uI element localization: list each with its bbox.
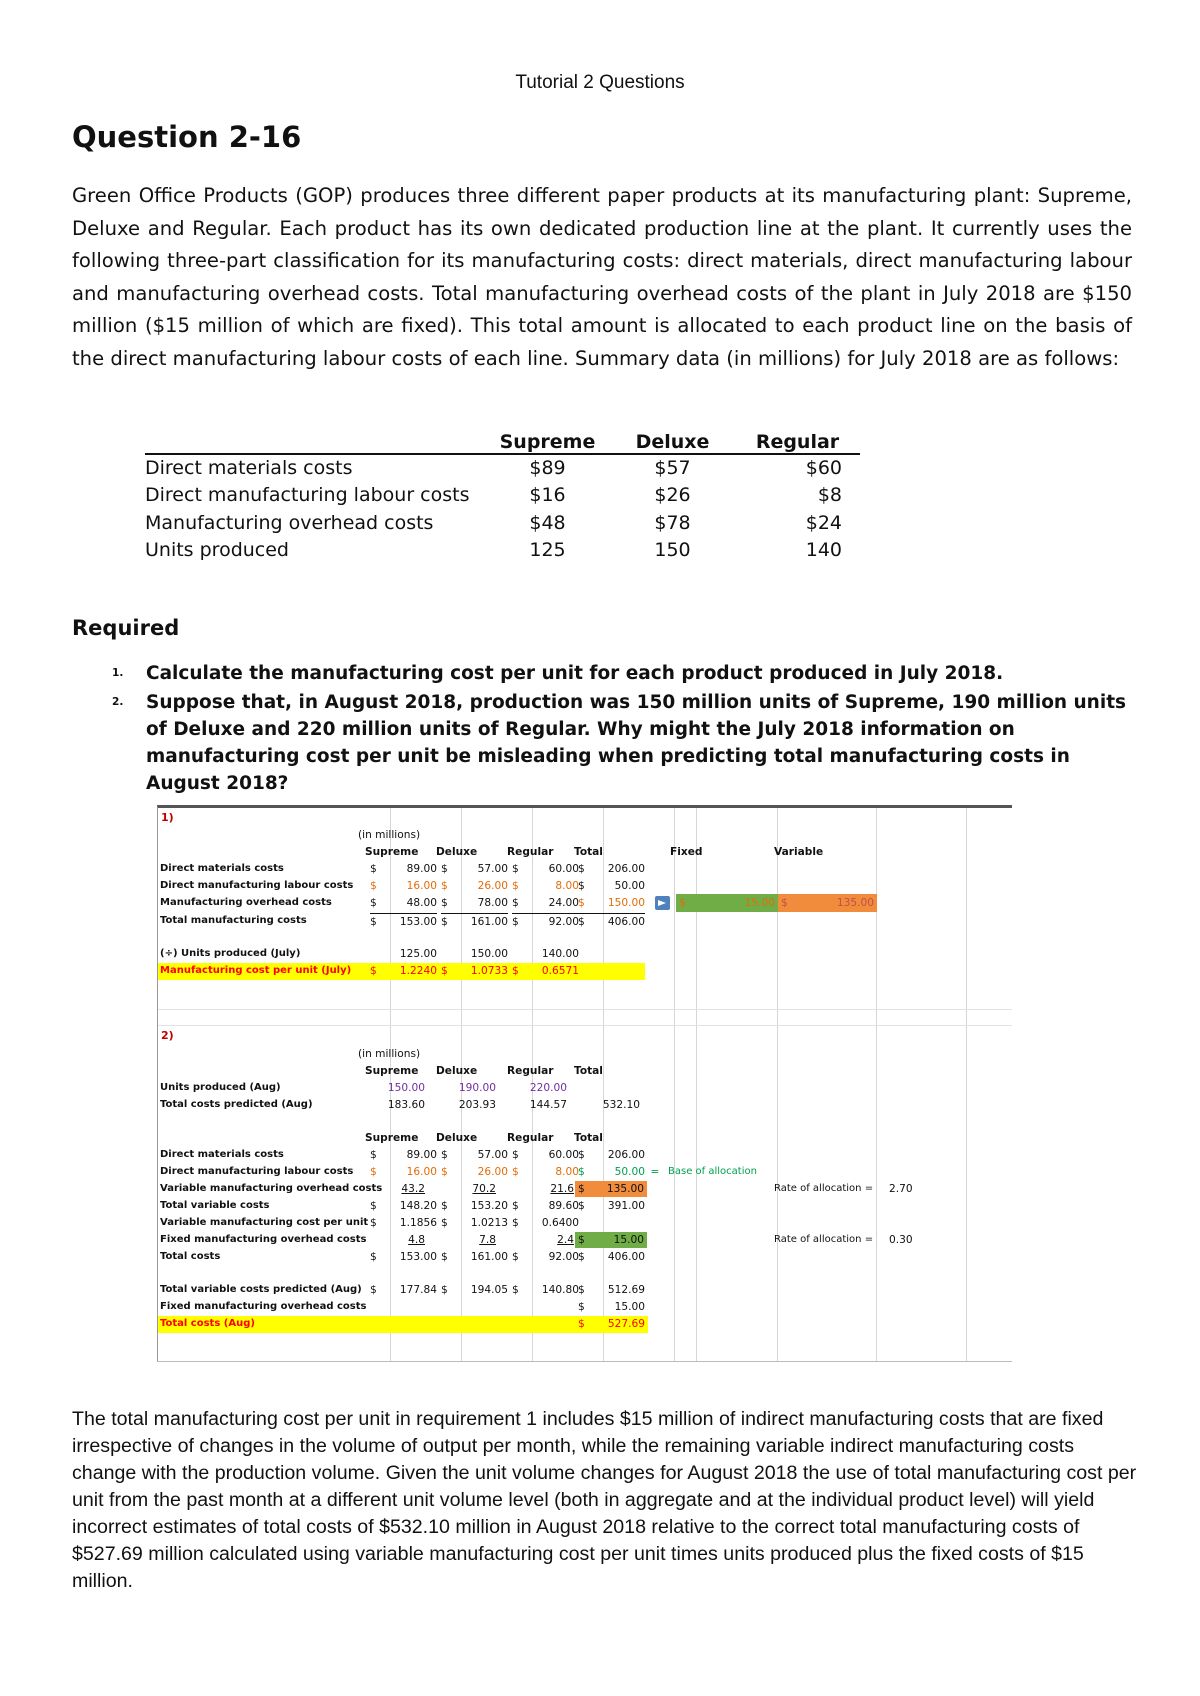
money-cell [512,895,579,911]
question-title: Question 2-16 [72,120,302,154]
arrow-right-icon [655,896,670,910]
dollar-sign: $ [578,1301,585,1313]
dollar-sign: $ [441,880,448,892]
summary-header-row [145,426,860,454]
summary-cell: $24 [805,511,842,534]
money-cell [370,895,437,911]
cell-value: 220.00 [529,1082,567,1094]
dollar-sign: $ [578,1251,585,1263]
units-note: (in millions) [358,1048,421,1060]
col-header-deluxe: Deluxe [436,846,478,858]
dollar-sign: $ [512,1166,519,1178]
dollar-sign: $ [578,897,585,909]
dollar-sign: $ [512,1149,519,1161]
cell-value: 60.00 [548,863,579,875]
cell-value: 406.00 [607,916,645,928]
row-label: Fixed manufacturing overhead costs [160,1301,367,1312]
money-cell [370,963,437,979]
money-cell [370,861,437,877]
cell-value: 24.00 [548,897,579,909]
money-cell [441,1164,508,1180]
cell-value: 527.69 [607,1318,645,1330]
dollar-sign: $ [370,1200,377,1212]
row-label: Total manufacturing costs [160,915,307,926]
dollar-sign: $ [441,863,448,875]
row-label: Total variable costs [160,1200,270,1211]
cell-value: 16.00 [406,880,437,892]
cell-value: 50.00 [614,880,645,892]
cell-value: 60.00 [548,1149,579,1161]
cell-value: 512.69 [607,1284,645,1296]
grid-line [966,808,967,1361]
summary-cell: $26 [654,484,691,507]
equals-sign: = [650,1166,660,1178]
dollar-sign: $ [370,1166,377,1178]
units-note: (in millions) [358,829,421,841]
cell-value: 4.8 [408,1234,425,1246]
cell-value: 26.00 [477,1166,508,1178]
dollar-sign: $ [578,1183,585,1195]
dollar-sign: $ [512,863,519,875]
summary-label: Direct manufacturing labour costs [145,484,470,507]
dollar-sign: $ [441,1166,448,1178]
grid-line [158,1025,1012,1026]
row-label: (÷) Units produced (July) [160,948,301,959]
required-item-text: Calculate the manufacturing cost per unit for each product produced in July 2018. [146,663,1004,684]
dollar-sign: $ [512,965,519,977]
cell-value: 135.00 [836,897,874,909]
money-cell [370,1164,437,1180]
summary-cell: 140 [805,539,842,562]
money-cell [441,1282,508,1298]
cell-value: 190.00 [458,1082,496,1094]
cell-value: 8.00 [555,880,579,892]
col-header-variable: Variable [774,846,824,858]
summary-header-deluxe: Deluxe [610,426,735,454]
money-cell [370,1249,437,1265]
money-cell [512,963,579,979]
required-list [72,660,1134,799]
row-label: Manufacturing cost per unit (July) [160,965,352,976]
money-cell [512,913,579,929]
dollar-sign: $ [370,897,377,909]
cell-value: 21.6 [550,1183,574,1195]
summary-cell: $16 [529,484,566,507]
cell-value: 78.00 [477,897,508,909]
summary-header-regular: Regular [735,426,860,454]
cell-value: 15.00 [744,897,775,909]
cell-value: 92.00 [548,1251,579,1263]
cell-value: 153.20 [470,1200,508,1212]
summary-cell: $78 [654,511,691,534]
cell-value: 135.00 [606,1183,644,1195]
cell-value: 92.00 [548,916,579,928]
dollar-sign: $ [512,1284,519,1296]
dollar-sign: $ [441,897,448,909]
money-cell [370,878,437,894]
col-header-deluxe: Deluxe [436,1065,478,1077]
money-cell [441,895,508,911]
dollar-sign: $ [441,1149,448,1161]
col-header-deluxe: Deluxe [436,1132,478,1144]
dollar-sign: $ [512,1251,519,1263]
money-cell [512,1164,579,1180]
money-cell [512,1198,579,1214]
money-cell [370,913,437,929]
dollar-sign: $ [370,916,377,928]
summary-row [145,482,860,510]
summary-cell: $57 [654,457,691,480]
dollar-sign: $ [679,897,686,909]
rate-label: Rate of allocation = [774,1234,874,1245]
dollar-sign: $ [578,880,585,892]
row-label: Direct materials costs [160,863,284,874]
money-cell [441,1198,508,1214]
cell-value: 15.00 [614,1301,645,1313]
summary-cell: $60 [805,457,842,480]
dollar-sign: $ [370,863,377,875]
cell-value: 26.00 [477,880,508,892]
cell-value: 194.05 [470,1284,508,1296]
cell-value: 391.00 [607,1200,645,1212]
dollar-sign: $ [441,1200,448,1212]
dollar-sign: $ [578,1284,585,1296]
money-cell [512,1215,579,1231]
cell-value: 89.00 [406,863,437,875]
cell-value: 203.93 [458,1099,496,1111]
money-cell [578,1299,645,1315]
dollar-sign: $ [370,1251,377,1263]
summary-row [145,509,860,537]
cell-value: 89.00 [406,1149,437,1161]
row-label: Total costs (Aug) [160,1318,255,1329]
row-label: Total costs [160,1251,221,1262]
cell-value: 532.10 [602,1099,640,1111]
dollar-sign: $ [578,1149,585,1161]
money-cell [578,861,645,877]
money-cell [512,1249,579,1265]
rate-label: Rate of allocation = [774,1183,874,1194]
summary-label: Units produced [145,539,289,562]
required-item-number: 1. [112,667,124,679]
summary-label: Manufacturing overhead costs [145,511,434,534]
money-cell [578,1147,645,1163]
section-label-2: 2) [161,1029,174,1042]
grid-line [777,808,778,1361]
money-cell [370,1215,437,1231]
money-cell [441,1215,508,1231]
money-cell [441,963,508,979]
money-cell [578,913,645,929]
cell-value: 57.00 [477,863,508,875]
answer-paragraph: The total manufacturing cost per unit in requirement 1 includes $15 million of indirect manufacturing costs that are fixed irrespective of changes in the volume of output per month, while the remaining variable indirect manufacturing costs change with the production volume. Given the unit volume changes for August 2018 the use of total manufacturing cost per unit from the past month at a different unit volume level (both in aggregate and at the individual product level) will yield incorrect estimates of total costs of $532.10 million in August 2018 relative to the correct total manufacturing costs of $527.69 million calculated using variable manufacturing cost per unit times units produced plus the fixed costs of $15 million. [72,1408,1137,1592]
col-header-total: Total [574,1065,603,1077]
dollar-sign: $ [578,1200,585,1212]
cell-value: 153.00 [399,916,437,928]
money-cell [370,1147,437,1163]
money-cell [370,1282,437,1298]
dollar-sign: $ [512,916,519,928]
cell-value: 144.57 [529,1099,567,1111]
cell-value: 1.0733 [470,965,508,977]
row-label: Direct materials costs [160,1149,284,1160]
col-header-supreme: Supreme [365,1065,419,1077]
cell-value: 206.00 [607,863,645,875]
required-item [72,689,1134,797]
grid-line [876,808,877,1361]
cell-value: 50.00 [614,1166,645,1178]
dollar-sign: $ [370,965,377,977]
cell-value: 48.00 [406,897,437,909]
dollar-sign: $ [578,1166,585,1178]
row-label: Direct manufacturing labour costs [160,1166,354,1177]
section-label-1: 1) [161,811,174,824]
page-header: Tutorial 2 Questions [515,72,685,93]
cell-value: 89.60 [548,1200,579,1212]
cell-value: 153.00 [399,1251,437,1263]
summary-row [145,537,860,565]
col-header-total: Total [574,1132,603,1144]
grid-line [158,1009,1012,1010]
money-cell [575,1232,647,1248]
cell-value: 8.00 [555,1166,579,1178]
rate-value: 2.70 [889,1183,913,1195]
row-label: Total costs predicted (Aug) [160,1099,313,1110]
dollar-sign: $ [441,1217,448,1229]
dollar-sign: $ [781,897,788,909]
cell-value: 177.84 [399,1284,437,1296]
summary-header-supreme: Supreme [485,426,610,454]
cell-value: 150.00 [387,1082,425,1094]
money-cell [512,878,579,894]
required-item-text: Suppose that, in August 2018, production was 150 million units of Supreme, 190 million units of Deluxe and 220 million units of Regular. Why might the July 2018 information on manufacturing cost per unit be misleading when predicting total manufacturing costs in August 2018? [146,692,1127,794]
money-cell [578,1249,645,1265]
summary-table [145,426,860,564]
dollar-sign: $ [441,916,448,928]
dollar-sign: $ [441,965,448,977]
cell-value: 150.00 [607,897,645,909]
cell-value: 148.20 [399,1200,437,1212]
dollar-sign: $ [578,863,585,875]
cell-value: 15.00 [613,1234,644,1246]
dollar-sign: $ [441,1284,448,1296]
money-cell [578,895,645,911]
dollar-sign: $ [512,1200,519,1212]
cell-value: 140.00 [541,948,579,960]
summary-cell: $8 [817,484,842,507]
cell-value: 125.00 [399,948,437,960]
spreadsheet-screenshot [157,805,1012,1362]
money-cell [512,861,579,877]
summary-cell: 125 [529,539,566,562]
cell-value: 206.00 [607,1149,645,1161]
cell-value: 1.2240 [399,965,437,977]
cell-value: 406.00 [607,1251,645,1263]
dollar-sign: $ [370,880,377,892]
cell-value: 7.8 [479,1234,496,1246]
dollar-sign: $ [370,1284,377,1296]
question-intro: Green Office Products (GOP) produces three different paper products at its manufacturing plant: Supreme, Deluxe and Regular. Each product has its own dedicated production line at the plant. It currently uses the following three-part classification for its manufacturing costs: direct materials, direct manufacturing labour and manufacturing overhead costs. Total manufacturing overhead costs of the plant in July 2018 are $150 million ($15 million of which are fixed). This total amount is allocated to each product line on the basis of the direct manufacturing labour costs of each line. Summary data (in millions) for July 2018 are as follows: [72,184,1132,370]
summary-row [145,454,860,482]
money-cell [441,861,508,877]
dollar-sign: $ [578,1318,585,1330]
cell-value: 0.6400 [541,1217,579,1229]
money-cell [370,1198,437,1214]
dollar-sign: $ [441,1251,448,1263]
money-cell [441,1147,508,1163]
col-header-regular: Regular [507,1132,554,1144]
money-cell [578,878,645,894]
money-cell [575,1181,647,1197]
rate-value: 0.30 [889,1234,913,1246]
row-label: Units produced (Aug) [160,1082,281,1093]
summary-label: Direct materials costs [145,457,353,480]
col-header-total: Total [574,846,603,858]
cell-value: 57.00 [477,1149,508,1161]
dollar-sign: $ [370,1149,377,1161]
summary-cell: $89 [529,457,566,480]
row-label: Direct manufacturing labour costs [160,880,354,891]
row-label: Manufacturing overhead costs [160,897,332,908]
cell-value: 1.0213 [470,1217,508,1229]
required-item [72,660,1134,687]
row-label: Total variable costs predicted (Aug) [160,1284,362,1295]
cell-value: 70.2 [472,1183,496,1195]
cell-value: 0.6571 [541,965,579,977]
row-label: Variable manufacturing overhead costs [160,1183,383,1194]
money-cell [578,1316,645,1332]
grid-line [674,808,675,1361]
money-cell [441,1249,508,1265]
money-cell [578,1282,645,1298]
dollar-sign: $ [578,916,585,928]
dollar-sign: $ [512,1217,519,1229]
money-cell [441,913,508,929]
base-of-allocation-note: Base of allocation [668,1166,757,1177]
dollar-sign: $ [578,1234,585,1246]
cell-value: 43.2 [401,1183,425,1195]
row-label: Variable manufacturing cost per unit [160,1217,369,1228]
cell-value: 140.80 [541,1284,579,1296]
money-cell [578,1164,645,1180]
variable-overhead-cell [778,894,877,912]
cell-value: 183.60 [387,1099,425,1111]
col-header-supreme: Supreme [365,846,419,858]
dollar-sign: $ [370,1217,377,1229]
col-header-fixed: Fixed [670,846,703,858]
money-cell [441,878,508,894]
cell-value: 161.00 [470,916,508,928]
cell-value: 150.00 [470,948,508,960]
col-header-supreme: Supreme [365,1132,419,1144]
summary-cell: 150 [654,539,691,562]
dollar-sign: $ [512,897,519,909]
summary-header-blank [145,426,485,454]
summary-cell: $48 [529,511,566,534]
required-item-number: 2. [112,696,124,708]
money-cell [578,1198,645,1214]
cell-value: 16.00 [406,1166,437,1178]
fixed-overhead-cell [676,894,778,912]
col-header-regular: Regular [507,846,554,858]
cell-value: 161.00 [470,1251,508,1263]
grid-line [696,808,697,1361]
row-label: Fixed manufacturing overhead costs [160,1234,367,1245]
money-cell [512,1282,579,1298]
money-cell [512,1147,579,1163]
col-header-regular: Regular [507,1065,554,1077]
cell-value: 1.1856 [399,1217,437,1229]
cell-value: 2.4 [557,1234,574,1246]
required-title: Required [72,616,180,640]
dollar-sign: $ [512,880,519,892]
